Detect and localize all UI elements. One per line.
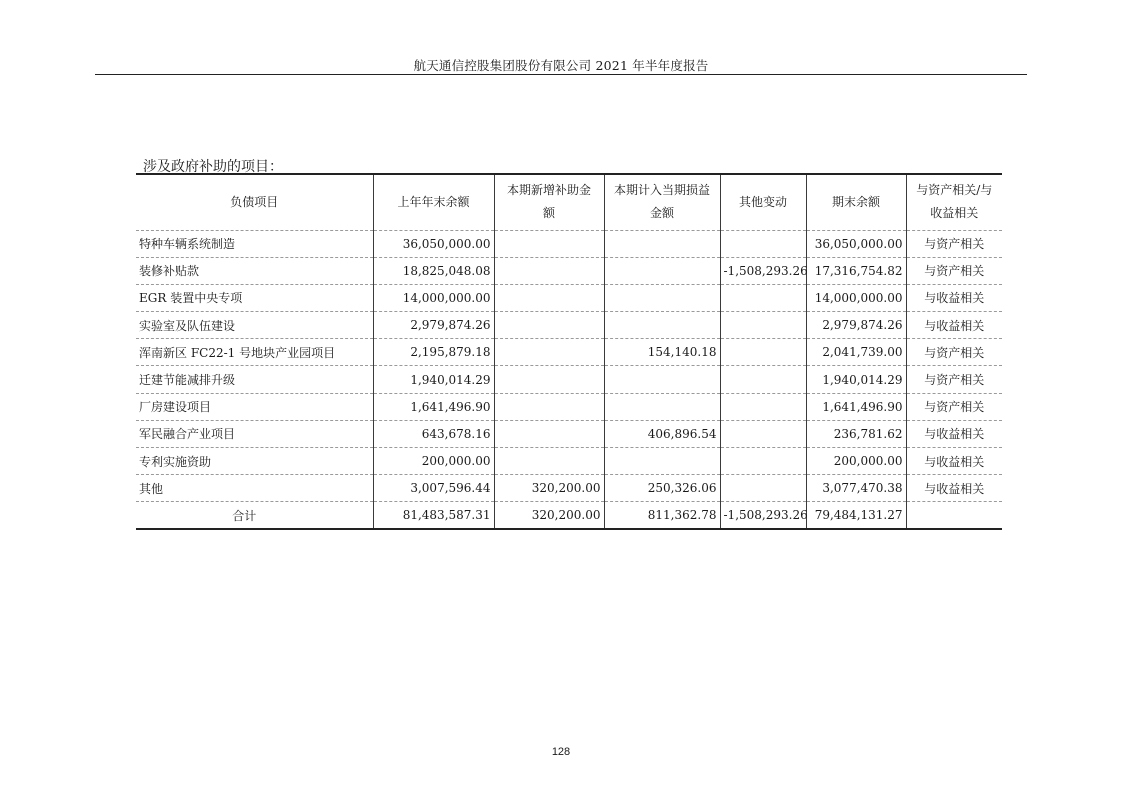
cell-relation: 与资产相关 bbox=[906, 366, 1002, 393]
cell-recognized: 154,140.18 bbox=[604, 339, 720, 366]
cell-relation: 与收益相关 bbox=[906, 475, 1002, 502]
table-header-row bbox=[136, 174, 1002, 230]
cell-recognized bbox=[604, 448, 720, 475]
total-relation bbox=[906, 502, 1002, 529]
cell-recognized: 250,326.06 bbox=[604, 475, 720, 502]
total-opening: 81,483,587.31 bbox=[373, 502, 494, 529]
total-other: -1,508,293.26 bbox=[720, 502, 806, 529]
cell-opening: 643,678.16 bbox=[373, 420, 494, 447]
cell-other bbox=[720, 420, 806, 447]
report-header-title: 航天通信控股集团股份有限公司 2021 年半年度报告 bbox=[413, 58, 709, 73]
cell-item: 厂房建设项目 bbox=[136, 393, 373, 420]
cell-opening: 2,979,874.26 bbox=[373, 312, 494, 339]
column-header-closing-balance: 期末余额 bbox=[806, 174, 906, 230]
cell-closing: 17,316,754.82 bbox=[806, 257, 906, 284]
cell-recognized bbox=[604, 230, 720, 257]
cell-item: 浑南新区 FC22-1 号地块产业园项目 bbox=[136, 339, 373, 366]
table-row bbox=[136, 257, 1002, 284]
column-header-opening-balance: 上年年末余额 bbox=[373, 174, 494, 230]
table-row bbox=[136, 448, 1002, 475]
cell-opening: 1,641,496.90 bbox=[373, 393, 494, 420]
table-row bbox=[136, 475, 1002, 502]
cell-added bbox=[494, 339, 604, 366]
header-divider bbox=[95, 74, 1027, 75]
cell-opening: 2,195,879.18 bbox=[373, 339, 494, 366]
cell-relation: 与收益相关 bbox=[906, 312, 1002, 339]
total-recognized: 811,362.78 bbox=[604, 502, 720, 529]
column-header-recognized-in-profit: 本期计入当期损益 金额 bbox=[604, 174, 720, 230]
table-row bbox=[136, 393, 1002, 420]
total-closing: 79,484,131.27 bbox=[806, 502, 906, 529]
cell-recognized bbox=[604, 284, 720, 311]
cell-added bbox=[494, 393, 604, 420]
cell-other bbox=[720, 448, 806, 475]
table-row bbox=[136, 312, 1002, 339]
cell-item: 特种车辆系统制造 bbox=[136, 230, 373, 257]
cell-relation: 与收益相关 bbox=[906, 448, 1002, 475]
cell-relation: 与资产相关 bbox=[906, 339, 1002, 366]
cell-item: 军民融合产业项目 bbox=[136, 420, 373, 447]
cell-added bbox=[494, 312, 604, 339]
column-header-relation: 与资产相关/与 收益相关 bbox=[906, 174, 1002, 230]
cell-relation: 与资产相关 bbox=[906, 257, 1002, 284]
cell-item: 实验室及队伍建设 bbox=[136, 312, 373, 339]
column-header-item: 负债项目 bbox=[136, 174, 373, 230]
cell-closing: 236,781.62 bbox=[806, 420, 906, 447]
cell-other bbox=[720, 393, 806, 420]
cell-recognized bbox=[604, 312, 720, 339]
cell-closing: 36,050,000.00 bbox=[806, 230, 906, 257]
column-header-new-grants: 本期新增补助金 额 bbox=[494, 174, 604, 230]
cell-other bbox=[720, 284, 806, 311]
cell-opening: 14,000,000.00 bbox=[373, 284, 494, 311]
cell-opening: 18,825,048.08 bbox=[373, 257, 494, 284]
government-grants-table bbox=[136, 173, 1002, 530]
cell-item: 专利实施资助 bbox=[136, 448, 373, 475]
cell-other bbox=[720, 475, 806, 502]
table-row bbox=[136, 230, 1002, 257]
cell-opening: 3,007,596.44 bbox=[373, 475, 494, 502]
total-added: 320,200.00 bbox=[494, 502, 604, 529]
cell-opening: 200,000.00 bbox=[373, 448, 494, 475]
table-row bbox=[136, 420, 1002, 447]
cell-other bbox=[720, 230, 806, 257]
table-row bbox=[136, 339, 1002, 366]
cell-relation: 与资产相关 bbox=[906, 230, 1002, 257]
cell-item: 其他 bbox=[136, 475, 373, 502]
cell-added: 320,200.00 bbox=[494, 475, 604, 502]
cell-recognized bbox=[604, 393, 720, 420]
cell-added bbox=[494, 230, 604, 257]
cell-added bbox=[494, 420, 604, 447]
cell-added bbox=[494, 366, 604, 393]
cell-closing: 2,979,874.26 bbox=[806, 312, 906, 339]
cell-item: 装修补贴款 bbox=[136, 257, 373, 284]
table-row bbox=[136, 366, 1002, 393]
column-header-other-changes: 其他变动 bbox=[720, 174, 806, 230]
cell-recognized bbox=[604, 257, 720, 284]
cell-recognized: 406,896.54 bbox=[604, 420, 720, 447]
cell-other bbox=[720, 339, 806, 366]
table-row bbox=[136, 284, 1002, 311]
page-number: 128 bbox=[551, 746, 571, 758]
cell-other bbox=[720, 312, 806, 339]
cell-closing: 3,077,470.38 bbox=[806, 475, 906, 502]
table-total-row bbox=[136, 502, 1002, 529]
cell-item: EGR 装置中央专项 bbox=[136, 284, 373, 311]
cell-added bbox=[494, 284, 604, 311]
cell-closing: 1,641,496.90 bbox=[806, 393, 906, 420]
cell-relation: 与收益相关 bbox=[906, 284, 1002, 311]
cell-closing: 200,000.00 bbox=[806, 448, 906, 475]
cell-item: 迁建节能减排升级 bbox=[136, 366, 373, 393]
cell-added bbox=[494, 448, 604, 475]
cell-added bbox=[494, 257, 604, 284]
section-title: 涉及政府补助的项目： bbox=[143, 159, 283, 175]
cell-other: -1,508,293.26 bbox=[720, 257, 806, 284]
total-label: 合计 bbox=[232, 508, 257, 523]
cell-closing: 1,940,014.29 bbox=[806, 366, 906, 393]
cell-closing: 14,000,000.00 bbox=[806, 284, 906, 311]
cell-closing: 2,041,739.00 bbox=[806, 339, 906, 366]
cell-opening: 1,940,014.29 bbox=[373, 366, 494, 393]
cell-opening: 36,050,000.00 bbox=[373, 230, 494, 257]
cell-other bbox=[720, 366, 806, 393]
cell-relation: 与收益相关 bbox=[906, 420, 1002, 447]
cell-relation: 与资产相关 bbox=[906, 393, 1002, 420]
cell-recognized bbox=[604, 366, 720, 393]
